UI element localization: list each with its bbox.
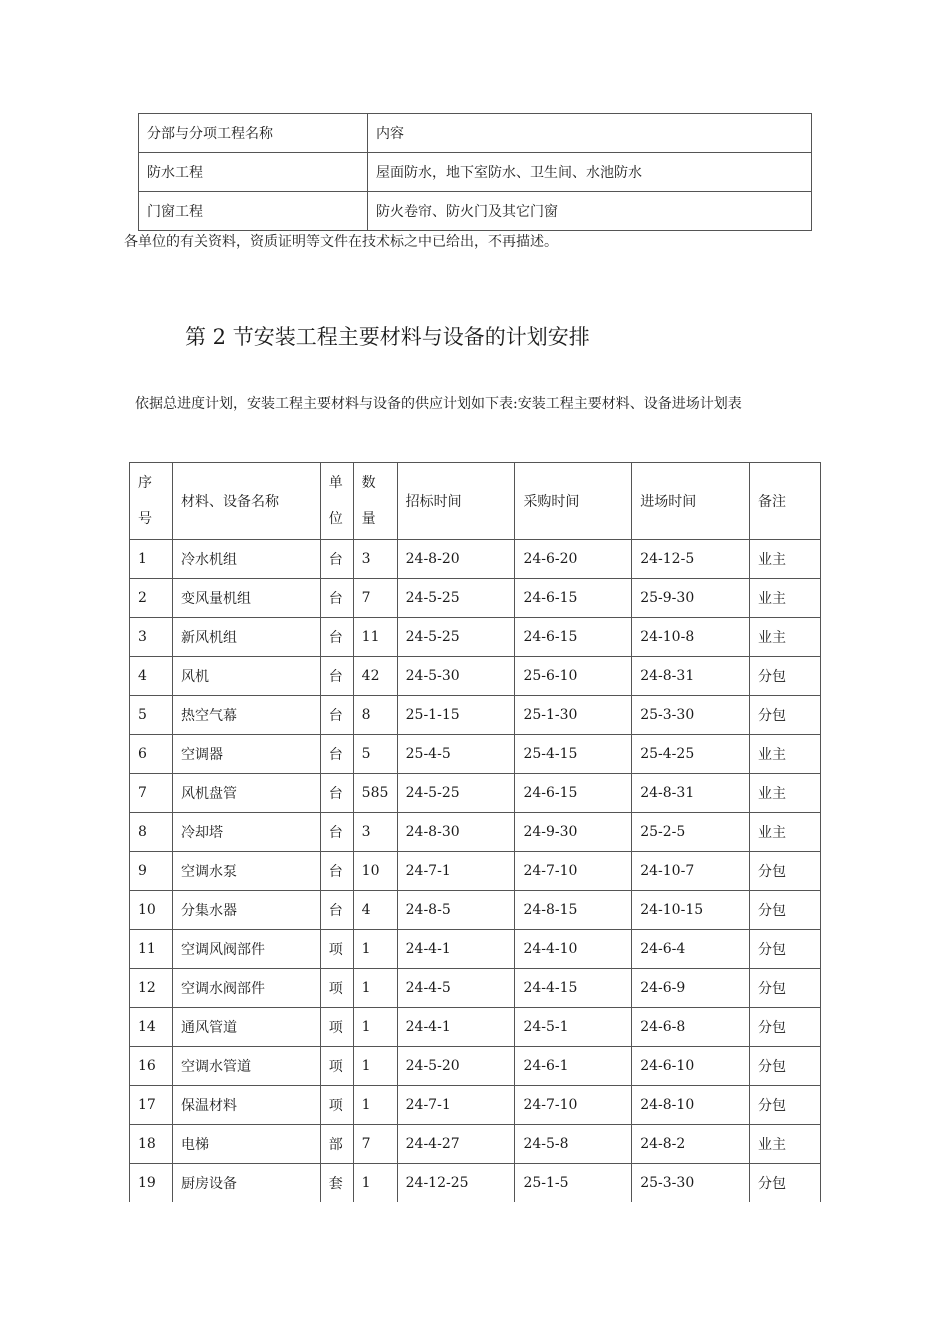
name-cell: 分集水器	[172, 891, 320, 930]
bid-date-cell: 24-8-5	[397, 891, 515, 930]
name-cell: 变风量机组	[172, 579, 320, 618]
table-row	[130, 735, 821, 774]
table-row	[130, 657, 821, 696]
seq-cell: 5	[130, 696, 173, 735]
seq-cell: 11	[130, 930, 173, 969]
table-cell: 屋面防水，地下室防水、卫生间、水池防水	[368, 153, 812, 192]
bid-date-cell: 24-4-1	[397, 1008, 515, 1047]
table-row	[130, 1164, 821, 1203]
qty-cell: 8	[353, 696, 397, 735]
bid-date-cell: 24-5-20	[397, 1047, 515, 1086]
purchase-date-cell: 24-6-20	[515, 540, 632, 579]
unit-cell: 项	[320, 1086, 353, 1125]
table-row	[130, 774, 821, 813]
table-row	[130, 930, 821, 969]
bid-date-cell: 25-1-15	[397, 696, 515, 735]
purchase-date-cell: 24-4-15	[515, 969, 632, 1008]
qty-cell: 1	[353, 930, 397, 969]
remark-cell: 分包	[750, 930, 821, 969]
remark-cell: 分包	[750, 1164, 821, 1203]
qty-cell: 4	[353, 891, 397, 930]
bid-date-cell: 24-7-1	[397, 1086, 515, 1125]
name-cell: 空调水阀部件	[172, 969, 320, 1008]
table-cell: 防火卷帘、防火门及其它门窗	[368, 192, 812, 231]
purchase-date-cell: 24-6-1	[515, 1047, 632, 1086]
table-row	[130, 1047, 821, 1086]
bid-date-cell: 24-8-30	[397, 813, 515, 852]
arrival-date-cell: 24-8-31	[632, 657, 750, 696]
bid-date-cell: 24-4-5	[397, 969, 515, 1008]
remark-cell: 业主	[750, 735, 821, 774]
bid-date-cell: 24-5-25	[397, 774, 515, 813]
table-row	[130, 813, 821, 852]
seq-cell: 18	[130, 1125, 173, 1164]
seq-cell: 12	[130, 969, 173, 1008]
purchase-date-cell: 25-1-30	[515, 696, 632, 735]
remark-cell: 分包	[750, 1086, 821, 1125]
bid-date-cell: 24-4-27	[397, 1125, 515, 1164]
arrival-date-cell: 24-6-4	[632, 930, 750, 969]
bid-date-cell: 24-4-1	[397, 930, 515, 969]
arrival-date-cell: 24-8-2	[632, 1125, 750, 1164]
qty-cell: 5	[353, 735, 397, 774]
name-cell: 热空气幕	[172, 696, 320, 735]
seq-cell: 19	[130, 1164, 173, 1203]
name-cell: 电梯	[172, 1125, 320, 1164]
remark-cell: 业主	[750, 579, 821, 618]
seq-cell: 14	[130, 1008, 173, 1047]
table-row	[130, 579, 821, 618]
unit-cell: 台	[320, 852, 353, 891]
seq-cell: 6	[130, 735, 173, 774]
purchase-date-cell: 24-6-15	[515, 774, 632, 813]
bid-date-cell: 24-5-30	[397, 657, 515, 696]
table-header-row	[139, 114, 812, 153]
unit-cell: 项	[320, 1047, 353, 1086]
bid-date-cell: 24-12-25	[397, 1164, 515, 1203]
table-row	[139, 192, 812, 231]
name-cell: 空调器	[172, 735, 320, 774]
remark-cell: 分包	[750, 1047, 821, 1086]
header-cell-unit: 单 位	[320, 463, 353, 540]
header-cell: 内容	[368, 114, 812, 153]
division-table	[138, 113, 812, 231]
bid-date-cell: 24-5-25	[397, 618, 515, 657]
qty-cell: 7	[353, 579, 397, 618]
purchase-date-cell: 24-8-15	[515, 891, 632, 930]
remark-cell: 分包	[750, 852, 821, 891]
unit-cell: 项	[320, 930, 353, 969]
qty-cell: 1	[353, 1008, 397, 1047]
unit-cell: 台	[320, 774, 353, 813]
intro-paragraph: 依据总进度计划，安装工程主要材料与设备的供应计划如下表:安装工程主要材料、设备进场计划表	[135, 396, 742, 412]
name-cell: 冷水机组	[172, 540, 320, 579]
unit-cell: 台	[320, 735, 353, 774]
purchase-date-cell: 25-1-5	[515, 1164, 632, 1203]
bid-date-cell: 24-5-25	[397, 579, 515, 618]
purchase-date-cell: 24-6-15	[515, 579, 632, 618]
qty-cell: 3	[353, 540, 397, 579]
purchase-date-cell: 24-7-10	[515, 1086, 632, 1125]
arrival-date-cell: 24-6-9	[632, 969, 750, 1008]
seq-cell: 9	[130, 852, 173, 891]
table-row	[130, 891, 821, 930]
qty-cell: 1	[353, 1164, 397, 1203]
table-row	[130, 969, 821, 1008]
unit-cell: 台	[320, 696, 353, 735]
header-cell-name: 材料、设备名称	[172, 463, 320, 540]
remark-cell: 业主	[750, 618, 821, 657]
qty-cell: 1	[353, 969, 397, 1008]
purchase-date-cell: 24-7-10	[515, 852, 632, 891]
seq-cell: 7	[130, 774, 173, 813]
table-row	[130, 852, 821, 891]
remark-cell: 分包	[750, 657, 821, 696]
arrival-date-cell: 24-8-31	[632, 774, 750, 813]
header-cell-remark: 备注	[750, 463, 821, 540]
remark-cell: 分包	[750, 891, 821, 930]
seq-cell: 2	[130, 579, 173, 618]
arrival-date-cell: 24-8-10	[632, 1086, 750, 1125]
name-cell: 厨房设备	[172, 1164, 320, 1203]
bid-date-cell: 24-7-1	[397, 852, 515, 891]
remark-cell: 业主	[750, 1125, 821, 1164]
unit-cell: 台	[320, 540, 353, 579]
arrival-date-cell: 25-4-25	[632, 735, 750, 774]
seq-cell: 3	[130, 618, 173, 657]
arrival-date-cell: 24-10-8	[632, 618, 750, 657]
table-row	[130, 1086, 821, 1125]
arrival-date-cell: 25-3-30	[632, 1164, 750, 1203]
qty-cell: 7	[353, 1125, 397, 1164]
purchase-date-cell: 24-6-15	[515, 618, 632, 657]
arrival-date-cell: 25-3-30	[632, 696, 750, 735]
unit-cell: 项	[320, 969, 353, 1008]
qty-cell: 585	[353, 774, 397, 813]
unit-cell: 台	[320, 579, 353, 618]
header-cell-arrival: 进场时间	[632, 463, 750, 540]
qty-cell: 11	[353, 618, 397, 657]
unit-cell: 台	[320, 618, 353, 657]
arrival-date-cell: 24-6-10	[632, 1047, 750, 1086]
table-row	[139, 153, 812, 192]
remark-cell: 分包	[750, 969, 821, 1008]
remark-cell: 业主	[750, 774, 821, 813]
qty-cell: 10	[353, 852, 397, 891]
unit-cell: 台	[320, 891, 353, 930]
purchase-date-cell: 24-5-1	[515, 1008, 632, 1047]
remark-cell: 业主	[750, 540, 821, 579]
arrival-date-cell: 24-10-15	[632, 891, 750, 930]
table-row	[130, 1125, 821, 1164]
qty-cell: 1	[353, 1047, 397, 1086]
purchase-date-cell: 24-9-30	[515, 813, 632, 852]
header-cell: 分部与分项工程名称	[139, 114, 368, 153]
purchase-date-cell: 25-6-10	[515, 657, 632, 696]
unit-cell: 部	[320, 1125, 353, 1164]
arrival-date-cell: 25-9-30	[632, 579, 750, 618]
header-cell-seq: 序 号	[130, 463, 173, 540]
unit-cell: 台	[320, 657, 353, 696]
arrival-date-cell: 25-2-5	[632, 813, 750, 852]
header-cell-qty: 数 量	[353, 463, 397, 540]
section-heading: 第 2 节安装工程主要材料与设备的计划安排	[185, 325, 590, 349]
table-header-row	[130, 463, 821, 540]
table-cell: 防水工程	[139, 153, 368, 192]
seq-cell: 17	[130, 1086, 173, 1125]
unit-cell: 套	[320, 1164, 353, 1203]
qty-cell: 1	[353, 1086, 397, 1125]
name-cell: 通风管道	[172, 1008, 320, 1047]
qty-cell: 42	[353, 657, 397, 696]
table-row	[130, 1008, 821, 1047]
unit-cell: 项	[320, 1008, 353, 1047]
header-cell-bid: 招标时间	[397, 463, 515, 540]
remark-cell: 业主	[750, 813, 821, 852]
name-cell: 空调水管道	[172, 1047, 320, 1086]
note-paragraph: 各单位的有关资料，资质证明等文件在技术标之中已给出，不再描述。	[124, 234, 558, 250]
seq-cell: 16	[130, 1047, 173, 1086]
bid-date-cell: 24-8-20	[397, 540, 515, 579]
purchase-date-cell: 24-4-10	[515, 930, 632, 969]
bid-date-cell: 25-4-5	[397, 735, 515, 774]
name-cell: 风机	[172, 657, 320, 696]
remark-cell: 分包	[750, 696, 821, 735]
unit-cell: 台	[320, 813, 353, 852]
seq-cell: 4	[130, 657, 173, 696]
table-row	[130, 540, 821, 579]
table-row	[130, 696, 821, 735]
arrival-date-cell: 24-6-8	[632, 1008, 750, 1047]
name-cell: 风机盘管	[172, 774, 320, 813]
table-cell: 门窗工程	[139, 192, 368, 231]
name-cell: 新风机组	[172, 618, 320, 657]
material-schedule-table	[129, 462, 821, 1202]
qty-cell: 3	[353, 813, 397, 852]
name-cell: 空调水泵	[172, 852, 320, 891]
name-cell: 保温材料	[172, 1086, 320, 1125]
name-cell: 空调风阀部件	[172, 930, 320, 969]
seq-cell: 1	[130, 540, 173, 579]
seq-cell: 8	[130, 813, 173, 852]
name-cell: 冷却塔	[172, 813, 320, 852]
purchase-date-cell: 25-4-15	[515, 735, 632, 774]
table-row	[130, 618, 821, 657]
purchase-date-cell: 24-5-8	[515, 1125, 632, 1164]
header-cell-purchase: 采购时间	[515, 463, 632, 540]
seq-cell: 10	[130, 891, 173, 930]
arrival-date-cell: 24-12-5	[632, 540, 750, 579]
remark-cell: 分包	[750, 1008, 821, 1047]
arrival-date-cell: 24-10-7	[632, 852, 750, 891]
